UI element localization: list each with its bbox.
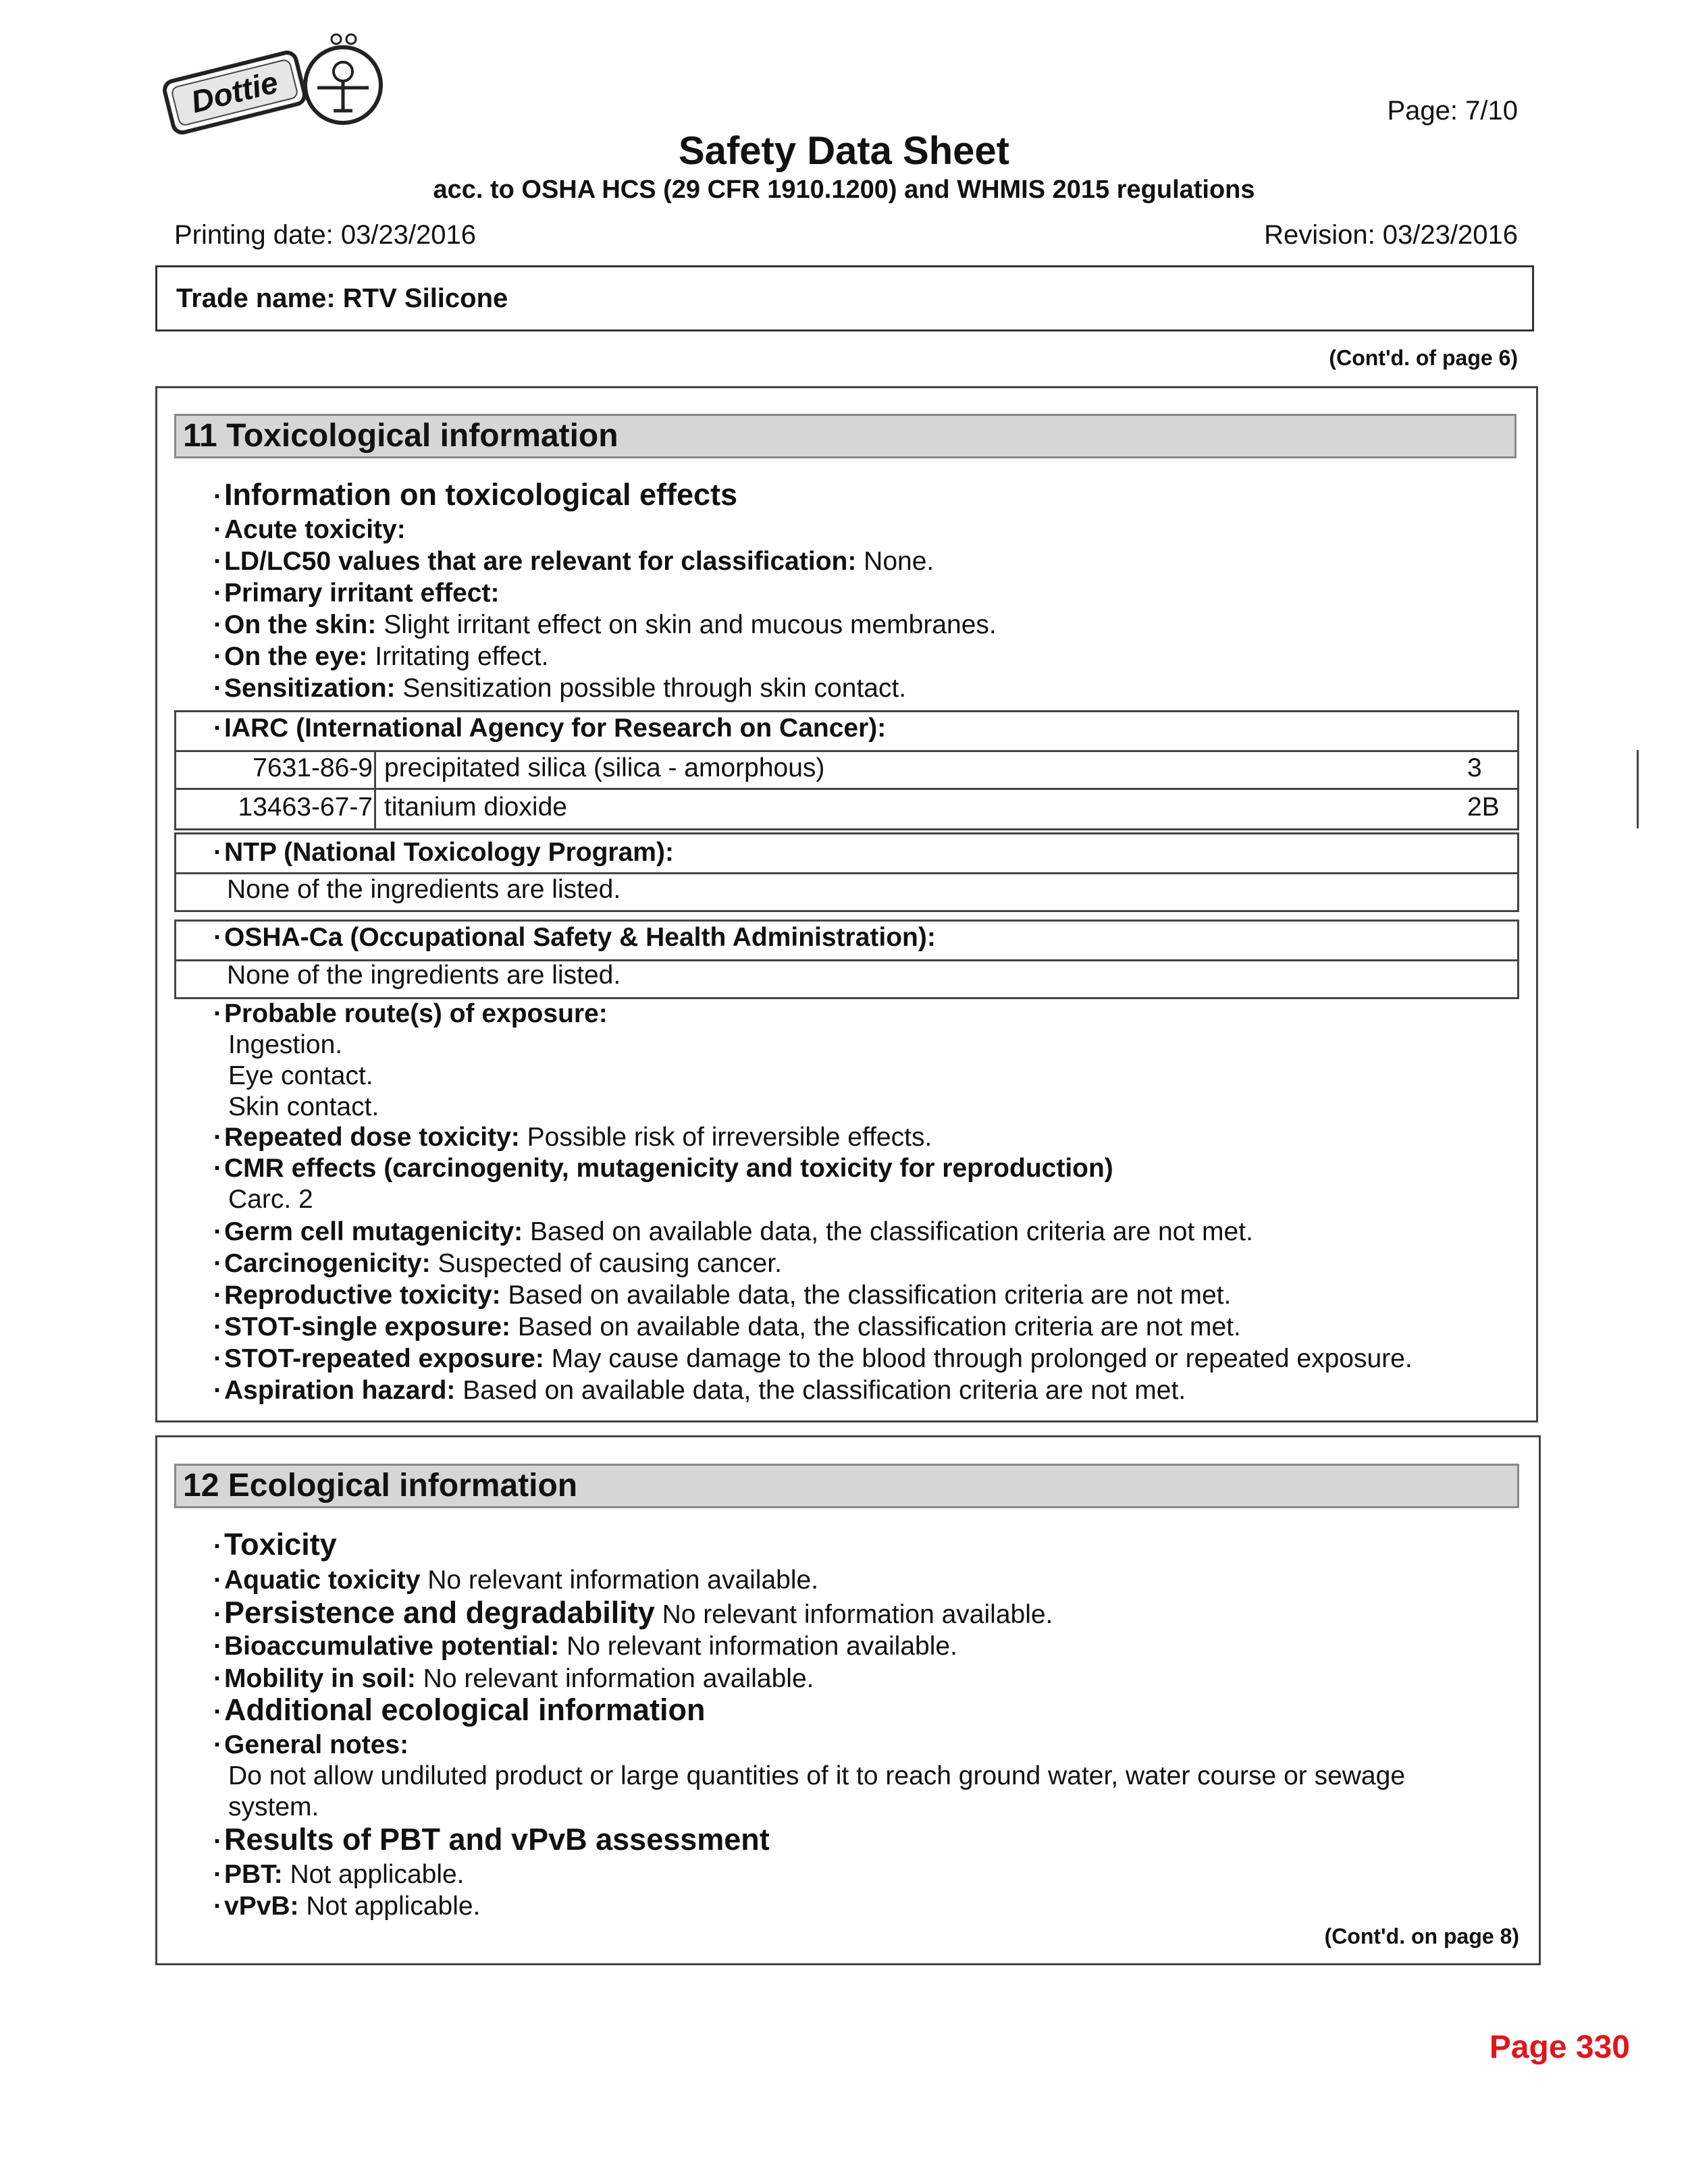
cmr-effects: ·CMR effects (carcinogenity, mutagenicity and toxicity for reproduction)	[213, 1154, 1113, 1183]
iarc-group: 2B	[1467, 793, 1500, 822]
primary-irritant: ·Primary irritant effect:	[213, 579, 500, 608]
general-notes: ·General notes:	[213, 1730, 409, 1759]
on-skin: ·On the skin: Slight irritant effect on skin and mucous membranes.	[213, 610, 997, 639]
vpvb: ·vPvB: Not applicable.	[213, 1892, 481, 1921]
section-12-title: 12 Ecological information	[174, 1464, 1519, 1508]
general-notes-line-2: system.	[228, 1792, 319, 1821]
general-notes-line-1: Do not allow undiluted product or large quantities of it to reach ground water, water course or sewage	[228, 1761, 1406, 1790]
route-skin: Skin contact.	[228, 1092, 379, 1121]
acute-toxicity: ·Acute toxicity:	[213, 515, 406, 544]
persistence: ·Persistence and degradability No relevant information available.	[213, 1595, 1053, 1630]
toxicity-heading: ·Toxicity	[213, 1527, 337, 1562]
bioaccumulative: ·Bioaccumulative potential: No relevant information available.	[213, 1632, 957, 1661]
ingredient-name: titanium dioxide	[384, 793, 567, 822]
cas-number: 7631-86-9	[253, 753, 373, 782]
aspiration-hazard: ·Aspiration hazard: Based on available data, the classification criteria are not met.	[213, 1376, 1186, 1405]
document-title: Safety Data Sheet	[679, 129, 1009, 173]
section-11-title: 11 Toxicological information	[174, 414, 1516, 458]
trade-name-value: RTV Silicone	[342, 284, 508, 313]
ntp-heading: ·NTP (National Toxicology Program):	[213, 838, 674, 867]
page-number: Page: 7/10	[1387, 96, 1518, 126]
additional-eco-heading: ·Additional ecological information	[213, 1693, 706, 1727]
trade-name-label: Trade name:	[176, 284, 336, 313]
ingredient-name: precipitated silica (silica - amorphous)	[384, 753, 825, 782]
sensitization: ·Sensitization: Sensitization possible through skin contact.	[213, 674, 907, 703]
ntp-value: None of the ingredients are listed.	[227, 875, 621, 904]
footer-page-number: Page 330	[1489, 2029, 1630, 2065]
table-row	[176, 788, 1517, 828]
on-eye: ·On the eye: Irritating effect.	[213, 642, 549, 671]
route-ingestion: Ingestion.	[228, 1030, 343, 1059]
stot-single: ·STOT-single exposure: Based on available data, the classification criteria are not met.	[213, 1312, 1241, 1341]
stot-repeated: ·STOT-repeated exposure: May cause damage to the blood through prolonged or repeated exposure.	[213, 1344, 1413, 1373]
logo-text: Dottie	[187, 64, 282, 120]
iarc-heading: ·IARC (International Agency for Research on Cancer):	[213, 714, 887, 743]
trade-name	[176, 284, 508, 314]
carcinogenicity: ·Carcinogenicity: Suspected of causing cancer.	[213, 1249, 782, 1278]
osha-heading: ·OSHA-Ca (Occupational Safety & Health Administration):	[213, 923, 936, 952]
ld-lc50: ·LD/LC50 values that are relevant for classification: None.	[213, 547, 934, 576]
germ-cell: ·Germ cell mutagenicity: Based on available data, the classification criteria are not met.	[213, 1217, 1253, 1246]
pbt-heading: ·Results of PBT and vPvB assessment	[213, 1822, 770, 1857]
reproductive-toxicity: ·Reproductive toxicity: Based on available data, the classification criteria are not met.	[213, 1281, 1232, 1310]
iarc-group: 3	[1467, 753, 1482, 782]
continued-on: (Cont'd. on page 8)	[1324, 1924, 1519, 1948]
document-subtitle: acc. to OSHA HCS (29 CFR 1910.1200) and WHMIS 2015 regulations	[433, 176, 1255, 204]
osha-value: None of the ingredients are listed.	[227, 961, 621, 990]
exposure-routes-heading: ·Probable route(s) of exposure:	[213, 999, 608, 1028]
cmr-value: Carc. 2	[228, 1185, 313, 1214]
table-row	[176, 750, 1517, 788]
mobility-soil: ·Mobility in soil: No relevant information available.	[213, 1664, 814, 1693]
company-logo	[155, 20, 398, 142]
repeated-dose: ·Repeated dose toxicity: Possible risk of irreversible effects.	[213, 1123, 932, 1152]
trade-name-box	[155, 265, 1534, 331]
pbt: ·PBT: Not applicable.	[213, 1860, 465, 1889]
route-eye: Eye contact.	[228, 1061, 373, 1090]
printing-date: Printing date: 03/23/2016	[174, 220, 477, 250]
tox-info-heading: ·Information on toxicological effects	[213, 477, 738, 512]
cas-number: 13463-67-7	[238, 793, 373, 822]
continued-from: (Cont'd. of page 6)	[1329, 346, 1518, 370]
aquatic-toxicity: ·Aquatic toxicity No relevant information available.	[213, 1566, 819, 1595]
revision-date: Revision: 03/23/2016	[1264, 220, 1518, 250]
